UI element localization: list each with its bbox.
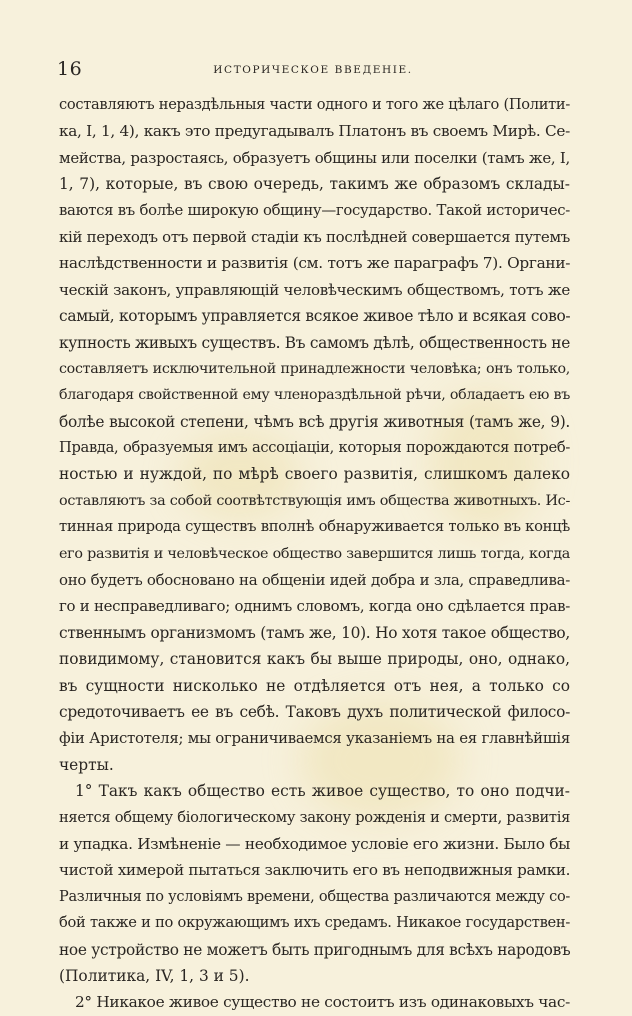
text-line: Правда, образуемыя имъ ассоціаціи, которыя порождаются потреб-	[59, 439, 570, 457]
page-number: 16	[57, 58, 83, 80]
text-line: няется общему біологическому закону рожденія и смерти, развитія	[59, 808, 570, 826]
text-line: благодаря свойственной ему членораздѣльной рѣчи, обладаетъ ею въ	[59, 387, 570, 404]
text-line: ственнымъ организмомъ (тамъ же, 10). Но хотя такое общество,	[59, 623, 570, 642]
text-line: фіи Аристотеля; мы ограничиваемся указаніемъ на ея главнѣйшія	[59, 729, 570, 748]
text-line: ваются въ болѣе широкую общину—государство. Такой историчес-	[59, 201, 570, 219]
text-line: оставляютъ за собой соотвѣтствующія имъ общества животныхъ. Ис-	[59, 492, 570, 509]
text-line: болѣе высокой степени, чѣмъ всѣ другія животныя (тамъ же, 9).	[59, 412, 570, 431]
text-line: составляетъ исключительной принадлежности человѣка; онъ только,	[59, 360, 570, 377]
text-line: 1° Такъ какъ общество есть живое существо, то оно подчи-	[75, 782, 570, 801]
text-line: 1, 7), которые, въ свою очередь, такимъ же образомъ склады-	[59, 175, 570, 194]
text-line: оно будетъ обосновано на общеніи идей добра и зла, справедлива-	[59, 571, 570, 590]
text-line: тинная природа существъ вполнѣ обнаруживается только въ концѣ	[59, 518, 570, 536]
text-line: 2° Никакое живое существо не состоитъ изъ одинаковыхъ час-	[75, 993, 570, 1012]
text-line: въ сущности нисколько не отдѣляется отъ нея, а только со	[59, 676, 570, 695]
text-line: повидимому, становится какъ бы выше природы, оно, однако,	[59, 650, 570, 669]
text-line: мейства, разростаясь, образуетъ общины или поселки (тамъ же, I,	[59, 148, 570, 167]
text-line: его развитія и человѣческое общество завершится лишь тогда, когда	[59, 545, 570, 562]
text-line: чистой химерой пытаться заключить его въ неподвижныя рамки.	[59, 861, 570, 880]
text-line: бой также и по окружающимъ ихъ средамъ. Никакое государствен-	[59, 914, 570, 932]
running-head: ИСТОРИЧЕСКОЕ ВВЕДЕНІЕ.	[213, 64, 413, 76]
text-line: купность живыхъ существъ. Въ самомъ дѣлѣ, общественность не	[59, 333, 570, 352]
text-line: кій переходъ отъ первой стадіи къ послѣдней совершается путемъ	[59, 227, 570, 246]
text-line: самый, которымъ управляется всякое живое тѣло и всякая сово-	[59, 307, 570, 326]
text-line: средоточиваетъ ее въ себѣ. Таковъ духъ политической филосо-	[59, 702, 570, 721]
text-line: составляютъ нераздѣльныя части одного и того же цѣлаго (Полити-	[59, 96, 570, 113]
text-line: го и несправедливаго; однимъ словомъ, когда оно сдѣлается прав-	[59, 597, 570, 616]
text-line: ческій законъ, управляющій человѣческимъ обществомъ, тотъ же	[59, 280, 570, 299]
body-text	[59, 92, 570, 1016]
text-line: ное устройство не можетъ быть пригоднымъ для всѣхъ народовъ	[59, 940, 570, 959]
text-line: ка, I, 1, 4), какъ это предугадывалъ Платонъ въ своемъ Мирѣ. Се-	[59, 122, 570, 141]
text-line: (Политика, IV, 1, 3 и 5).	[59, 966, 250, 985]
text-line: черты.	[59, 755, 114, 774]
text-line: и упадка. Измѣненіе — необходимое условіе его жизни. Было бы	[59, 834, 570, 853]
page-header	[57, 58, 569, 84]
text-line: ностью и нуждой, по мѣрѣ своего развитія, слишкомъ далеко	[59, 465, 570, 484]
text-line: Различныя по условіямъ времени, общества различаются между со-	[59, 888, 570, 905]
text-line: наслѣдственности и развитія (см. тотъ же параграфъ 7). Органи-	[59, 254, 570, 273]
